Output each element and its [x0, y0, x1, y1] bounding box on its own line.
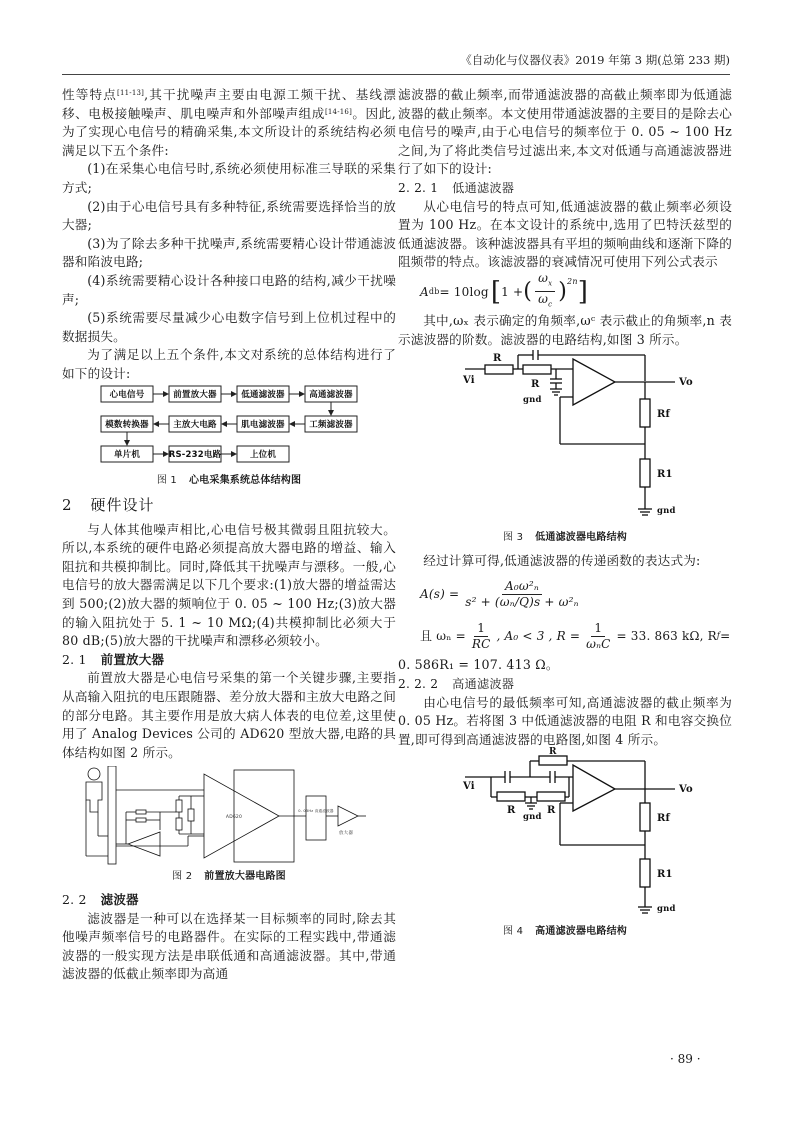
equation-transfer-function — [420, 572, 732, 616]
block-label: 心电信号 — [109, 389, 145, 400]
fig1-row1 — [101, 386, 357, 415]
left-column — [62, 86, 396, 984]
section-2-heading — [62, 496, 396, 515]
highpass-filter-block — [306, 796, 326, 840]
eq-text: 且 ωₙ = — [420, 629, 466, 644]
block-label: 主放大电路 — [173, 419, 217, 430]
caption-text: 低通滤波器电路结构 — [535, 532, 627, 544]
page-number: · 89 · — [670, 1052, 701, 1066]
label-r: R — [531, 379, 540, 391]
eq-num: 1 — [474, 621, 488, 637]
bracket-open: [ — [490, 276, 502, 307]
label-vo: Vo — [679, 377, 693, 389]
condition-2: (2)由于心电信号具有多种特征,系统需要选择恰当的放大器; — [62, 198, 396, 233]
equation-parameters — [420, 618, 732, 654]
resistor-r1-ground — [640, 459, 650, 487]
patient-head — [88, 768, 100, 780]
citation: [14-16] — [324, 107, 352, 116]
paren-open: ( — [523, 278, 533, 304]
label-vi: Vi — [463, 375, 475, 387]
eq-text: = 33. 863 kΩ, R — [616, 629, 717, 644]
resistor — [176, 818, 182, 830]
label-vo: Vo — [679, 784, 693, 796]
section-2-2-2-heading — [398, 675, 732, 694]
paragraph-transfer: 经过计算可得,低通滤波器的传递函数的表达式为: — [423, 552, 701, 568]
fig1-row2 — [101, 416, 357, 445]
resistor-r1-ground — [640, 859, 650, 887]
label-gnd: gnd — [523, 395, 542, 406]
section-2-1-heading — [62, 651, 396, 670]
label-r1: R1 — [657, 469, 673, 481]
resistor-r — [497, 792, 525, 801]
eq-sub: x — [548, 279, 553, 288]
resistor-r1 — [485, 365, 513, 374]
block-label: RS-232电路 — [168, 449, 222, 460]
block-label: 工频滤波器 — [309, 419, 353, 430]
label-r1: R1 — [657, 869, 673, 881]
eq-den: RC — [471, 636, 491, 651]
label-gnd: gnd — [657, 904, 676, 915]
text: ,其干扰噪声主要由电源工频干扰、基线漂移、电极接触噪声、肌电噪声和外部噪声组成 — [62, 87, 396, 121]
label-gnd: gnd — [523, 812, 542, 823]
block-label: 高通滤波器 — [309, 389, 353, 400]
citation: [11-13] — [117, 89, 145, 97]
paragraph-where: 其中,ωₓ 表示确定的角频率,ωᶜ 表示截止的角频率,n 表示滤波器的阶数。滤波器的电路结构,如图 3 所示。 — [398, 312, 732, 347]
label-vi: Vi — [463, 781, 475, 793]
output-amp — [338, 806, 358, 826]
paragraph-design: 为了满足以上五个条件,本文对系统的总体结构进行了如下的设计: — [62, 347, 396, 381]
eq-text: A(s) = — [420, 587, 460, 602]
eq-text: , A₀ < 3 , R = — [496, 629, 581, 644]
paren-close: ) — [558, 278, 568, 304]
section-number: 2. 2. 2 — [398, 676, 439, 691]
condition-1: (1)在采集心电信号时,系统必须使用标准三导联的采集方式; — [62, 161, 396, 195]
figure-1-caption — [62, 472, 396, 491]
paragraph-preamp: 前置放大器是心电信号采集的第一个关键步骤,主要指从高输入阻抗的电压跟随器、差分放大器和主放大电路之间的部分电路。其主要作用是放大病人体表的电位差,这里使用了 Analog Devices 公司的 AD620 型放大器,电路的具体结构如图 2 所示。 — [62, 670, 396, 760]
label-gnd: gnd — [657, 506, 676, 517]
eq-sub: f — [716, 631, 721, 641]
section-2-2-heading — [62, 891, 396, 910]
block-label: 模数转换器 — [105, 419, 149, 430]
caption-number: 图 3 — [503, 532, 524, 544]
fig1-row3 — [101, 446, 289, 462]
eq-num: ω — [538, 271, 549, 286]
figure-1-block-diagram — [89, 384, 369, 470]
eq-fraction — [469, 621, 494, 652]
resistor — [176, 800, 182, 812]
figure-2-caption — [62, 868, 396, 887]
equation-parameters-line2: 0. 586R₁ = 107. 413 Ω。 — [398, 657, 559, 673]
block-label: 低通滤波器 — [241, 389, 285, 400]
eq-exponent: 2n — [567, 276, 578, 286]
section-2-2-1-heading — [398, 179, 732, 198]
resistor — [188, 809, 194, 821]
section-title: 硬件设计 — [90, 496, 155, 515]
section-number: 2. 2 — [62, 892, 87, 907]
bracket-close: ] — [577, 276, 589, 307]
block-label: 单片机 — [113, 449, 141, 460]
caption-number: 图 2 — [172, 871, 193, 883]
resistor — [136, 818, 146, 822]
output-amp-label: 放大器 — [338, 831, 354, 837]
label-rf: Rf — [657, 409, 671, 421]
driven-leg-amp — [128, 832, 160, 856]
patient-body — [86, 782, 102, 812]
header-rule — [62, 74, 730, 75]
paragraph-lowpass: 从心电信号的特点可知,低通滤波器的截止频率必须设置为 100 Hz。在本文设计的系统中,选用了巴特沃兹型的低通滤波器。该种滤波器具有平坦的频响曲线和逐渐下降的阻频带的特点。该滤波器的衰减情况可使用下列公式表示 — [398, 198, 732, 270]
filter-label: 0. 03Hz 高通滤波器 — [298, 809, 334, 814]
condition-3: (3)为了除去多种干扰噪声,系统需要精心设计带通滤波器和陷波电路; — [62, 235, 396, 270]
block-label: 前置放大器 — [173, 389, 217, 400]
label-rf: Rf — [657, 813, 671, 825]
amp-label: AD620 — [225, 815, 243, 821]
label-r: R — [493, 353, 502, 365]
electrode-bar — [108, 766, 116, 864]
paragraph-filter: 滤波器是一种可以在选择某一目标频率的同时,除去其他噪声频率信号的电路器件。在实际的工程实践中,带通滤波器的一般实现方法是串联低通和高通滤波器。其中,带通滤波器的低截止频率即为高通 — [62, 910, 396, 982]
caption-text: 心电采集系统总体结构图 — [188, 474, 302, 486]
figure-2-preamp-circuit — [84, 766, 374, 866]
figure-4-highpass-circuit — [425, 747, 705, 921]
section-title: 前置放大器 — [100, 651, 165, 667]
paragraph-hardware: 与人体其他噪声相比,心电信号极其微弱且阻抗较大。所以,本系统的硬件电路必须提高放大器电路的增益、输入阻抗和共模抑制比。同时,降低其干扰噪声与漂移。一般,心电信号的放大器需满足以下几个要求:(1)放大器的增益需达到 500;(2)放大器的频响位于 0. 05 ~ 100 Hz;(3)放大器的输入阻抗处于 5. 1 ~ 10 MΩ;(4)共模抑制比必须大于 80 dB;(5)放大器的干扰噪声和漂移必须较小。 — [62, 521, 396, 649]
condition-4: (4)系统需要精心设计各种接口电路的结构,减少干扰噪声; — [62, 272, 396, 307]
eq-subscript: db — [428, 286, 440, 296]
eq-fraction — [583, 621, 613, 652]
resistor-r-feedback — [539, 756, 567, 765]
eq-den: ω — [538, 292, 549, 307]
eq-num: 1 — [591, 621, 605, 637]
eq-sub: c — [548, 300, 553, 309]
section-number: 2 — [62, 496, 73, 515]
resistor-rf — [640, 399, 650, 427]
label-r: R — [547, 805, 556, 817]
eq-fraction — [462, 579, 581, 610]
paragraph-highpass: 由心电信号的最低频率可知,高通滤波器的截止频率为 0. 05 Hz。若将图 3 中低通滤波器的电阻 R 和电容交换位置,即可得到高通滤波器的电路图,如图 4 所示。 — [398, 694, 732, 747]
paragraph-continued: 滤波器的截止频率,而带通滤波器的高截止频率即为低通滤波器的截止频率。本文使用带通滤波器的主要目的是除去心电信号的噪声,由于心电信号的频率位于 0. 05 ~ 100 Hz 之间,为了将此类信号过滤出来,本文对低通与高通滤波器进行了如下的设计: — [398, 87, 732, 177]
caption-number: 图 1 — [156, 474, 177, 486]
caption-text: 高通滤波器电路结构 — [535, 926, 627, 938]
resistor — [136, 810, 146, 814]
label-r: R — [549, 747, 557, 758]
label-r: R — [507, 805, 516, 817]
right-column — [398, 86, 732, 946]
section-title: 滤波器 — [100, 892, 139, 907]
running-head: 《自动化与仪器仪表》2019 年第 3 期(总第 233 期) — [460, 53, 730, 67]
text: 性等特点 — [62, 87, 118, 102]
block-label: 肌电滤波器 — [241, 419, 285, 430]
eq-num: A₀ω²ₙ — [502, 579, 542, 595]
eq-fraction — [535, 271, 555, 313]
text: 。因此,为了实现心电信号的精确采集,本文所设计的系统结构必须满足以下五个条件: — [62, 105, 396, 158]
section-number: 2. 2. 1 — [398, 180, 439, 195]
caption-number: 图 4 — [503, 926, 524, 938]
caption-text: 前置放大器电路图 — [204, 871, 286, 883]
eq-text: 1 + — [501, 284, 524, 299]
resistor-rf — [640, 803, 650, 831]
figure-3-lowpass-circuit — [425, 349, 705, 527]
block-label: 上位机 — [249, 449, 277, 460]
section-title: 低通滤波器 — [452, 180, 515, 195]
eq-text: = 10log — [439, 284, 489, 299]
op-amp — [573, 765, 615, 811]
resistor-r2 — [523, 365, 551, 374]
section-number: 2. 1 — [62, 651, 87, 667]
paragraph-intro — [62, 86, 396, 160]
equation-attenuation — [420, 271, 732, 310]
eq-symbol: A — [420, 284, 429, 299]
eq-den: s² + (ωₙ/Q)s + ω²ₙ — [465, 594, 579, 609]
figure-3-caption — [398, 529, 732, 548]
eq-text: = — [720, 629, 731, 644]
figure-4-caption — [398, 923, 732, 942]
eq-den: ωₙC — [586, 636, 611, 651]
section-title: 高通滤波器 — [452, 676, 515, 691]
op-amp — [573, 359, 615, 405]
condition-5: (5)系统需要尽量减少心电数字信号到上位机过程中的数据损失。 — [62, 310, 396, 344]
resistor-r — [537, 792, 565, 801]
